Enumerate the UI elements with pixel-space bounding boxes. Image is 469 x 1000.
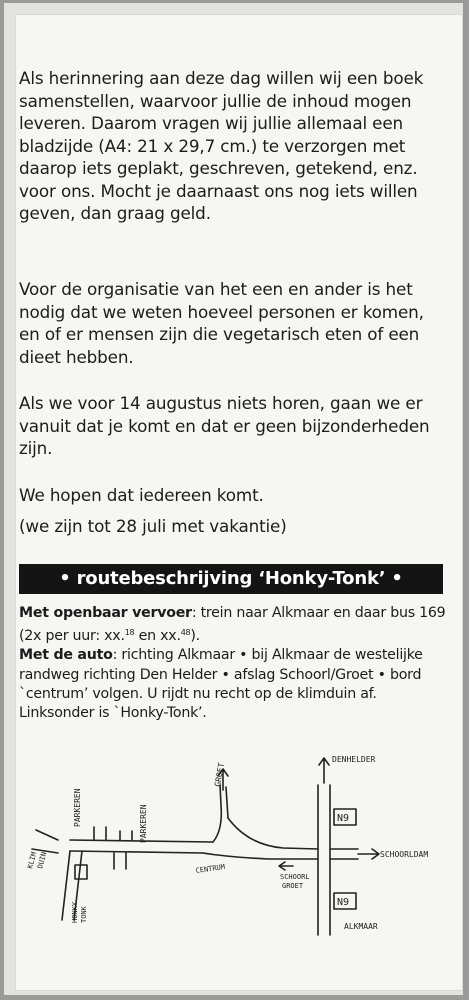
- paragraph-book: Als herinnering aan deze dag willen wij een boek samenstellen, waarvoor jullie de inhoud mogen leveren. Daarom vragen wij jullie allemaal een bladzijde (A4: 21 x 29,7 cm.) te verzorgen met daarop iets geplakt, geschreven, getekend, enz. voor ons. Mocht je daarnaast ons nog iets willen geven, dan graag geld.: [19, 68, 424, 223]
- groet-road-left: [213, 785, 221, 842]
- label-den-helder: DENHELDER: [332, 755, 376, 764]
- east-road-bottom: [203, 853, 318, 859]
- label-centrum: CENTRUM: [195, 862, 226, 875]
- auto-label: Met de auto: [19, 647, 113, 664]
- label-n9-bottom: N9: [337, 897, 350, 908]
- ov-sup-2: 48: [180, 628, 191, 638]
- groet-road-right: [226, 787, 228, 818]
- label-schoorl: SCHOORL: [280, 873, 310, 881]
- label-alkmaar: ALKMAAR: [344, 922, 378, 931]
- paragraph-vacation: (we zijn tot 28 juli met vakantie): [19, 516, 287, 536]
- label-groet: GROET: [213, 762, 227, 788]
- ov-text-b: en xx.: [134, 628, 181, 645]
- arrow-schoorl-groet: [279, 862, 293, 870]
- route-map: [18, 745, 448, 945]
- klimduin-line-1: [36, 830, 58, 840]
- honky-tonk-building: [75, 865, 87, 879]
- label-honky: HONKY: [71, 901, 79, 923]
- route-description: [19, 604, 449, 723]
- label-klim: KLIM: [26, 851, 39, 870]
- route-banner: • routebeschrijving ‘Honky-Tonk’ •: [19, 564, 443, 594]
- label-n9-top: N9: [337, 813, 350, 824]
- paragraph-deadline: Als we voor 14 augustus niets horen, gaan we er vanuit dat je komt en dat er geen bijzonderheden zijn.: [19, 393, 430, 458]
- label-parkeren-2: PARKEREN: [139, 804, 148, 843]
- label-schoorldam: SCHOORLDAM: [380, 850, 429, 859]
- paragraph-hope: We hopen dat iedereen komt.: [19, 485, 264, 505]
- ov-label: Met openbaar vervoer: [19, 605, 192, 621]
- label-groet-2: GROET: [282, 882, 304, 890]
- label-tonk: TONK: [80, 906, 88, 923]
- auto-text: : richting Alkmaar • bij Alkmaar de westelijke randweg richting Den Helder • afslag Schoorl/Groet • bord `centrum’ volgen. U rijdt nu recht op de klimduin af. Linksonder is `Honky-Tonk’.: [19, 647, 423, 722]
- ov-text-c: ).: [190, 628, 200, 645]
- arrow-schoorldam: [358, 849, 379, 859]
- label-parkeren-1: PARKEREN: [73, 788, 82, 827]
- paragraph-organisation: Voor de organisatie van het een en ander is het nodig dat we weten hoeveel personen er komen, en of er mensen zijn die vegetarisch eten of een dieet hebben.: [19, 279, 424, 367]
- label-duin: DUIN: [36, 851, 49, 870]
- east-road-top: [228, 818, 318, 849]
- side-road-left: [62, 851, 70, 920]
- ov-sup-1: 18: [124, 628, 135, 638]
- ov-text-a: : trein naar Alkmaar en daar bus 169 (2x per uur: xx.: [19, 605, 446, 645]
- arrow-den-helder: [319, 758, 329, 783]
- main-road-bottom: [70, 851, 203, 853]
